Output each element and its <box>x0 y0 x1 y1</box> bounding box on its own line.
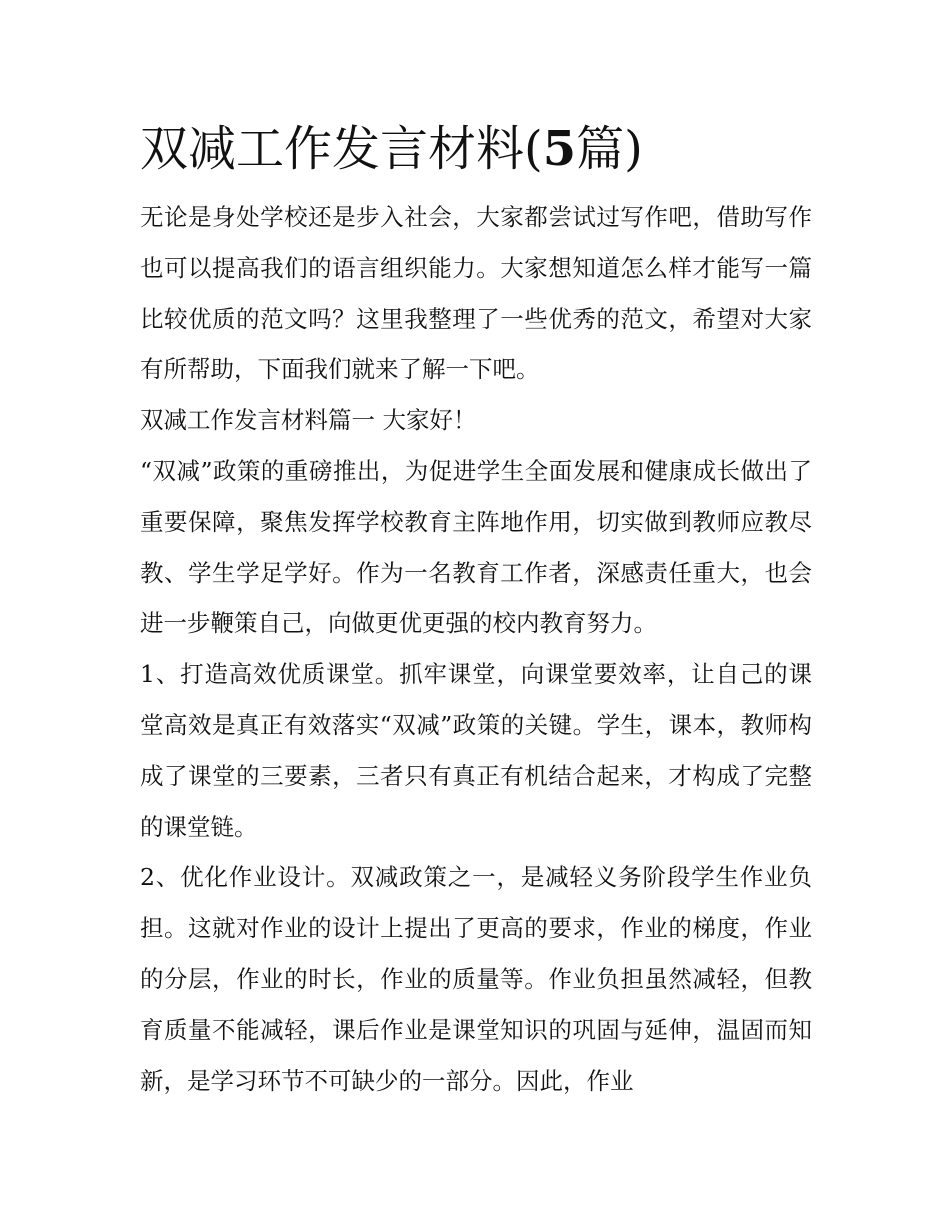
intro-paragraph: 无论是身处学校还是步入社会，大家都尝试过写作吧，借助写作也可以提高我们的语言组织能力。大家想知道怎么样才能写一篇比较优质的范文吗？这里我整理了一些优秀的范文，希望对大家有所帮助，下面我们就来了解一下吧。 <box>140 203 812 384</box>
title-suffix: 篇) <box>576 121 643 177</box>
section-heading-paragraph: 双减工作发言材料篇一 大家好！ <box>140 406 477 435</box>
document-content <box>140 118 812 1106</box>
title-number: 5 <box>542 121 577 177</box>
body-paragraph-point-2: 2、优化作业设计。双减政策之一，是减轻义务阶段学生作业负担。这就对作业的设计上提出了更高的要求，作业的梯度，作业的分层，作业的时长，作业的质量等。作业负担虽然减轻，但教育质量不能减轻，课后作业是课堂知识的巩固与延伸，温固而知新，是学习环节不可缺少的一部分。因此，作业 <box>140 863 812 1095</box>
document-title <box>140 118 812 180</box>
body-paragraph-point-1: 1、打造高效优质课堂。抓牢课堂，向课堂要效率，让自己的课堂高效是真正有效落实“双减”政策的关键。学生，课本，教师构成了课堂的三要素，三者只有真正有机结合起来，才构成了完整的课堂链。 <box>140 660 812 841</box>
body-paragraph-policy: “双减”政策的重磅推出，为促进学生全面发展和健康成长做出了重要保障，聚焦发挥学校教育主阵地作用，切实做到教师应教尽教、学生学足学好。作为一名教育工作者，深感责任重大，也会进一步鞭策自己，向做更优更强的校内教育努力。 <box>140 456 812 638</box>
title-prefix: 双减工作发言材料( <box>140 121 543 177</box>
